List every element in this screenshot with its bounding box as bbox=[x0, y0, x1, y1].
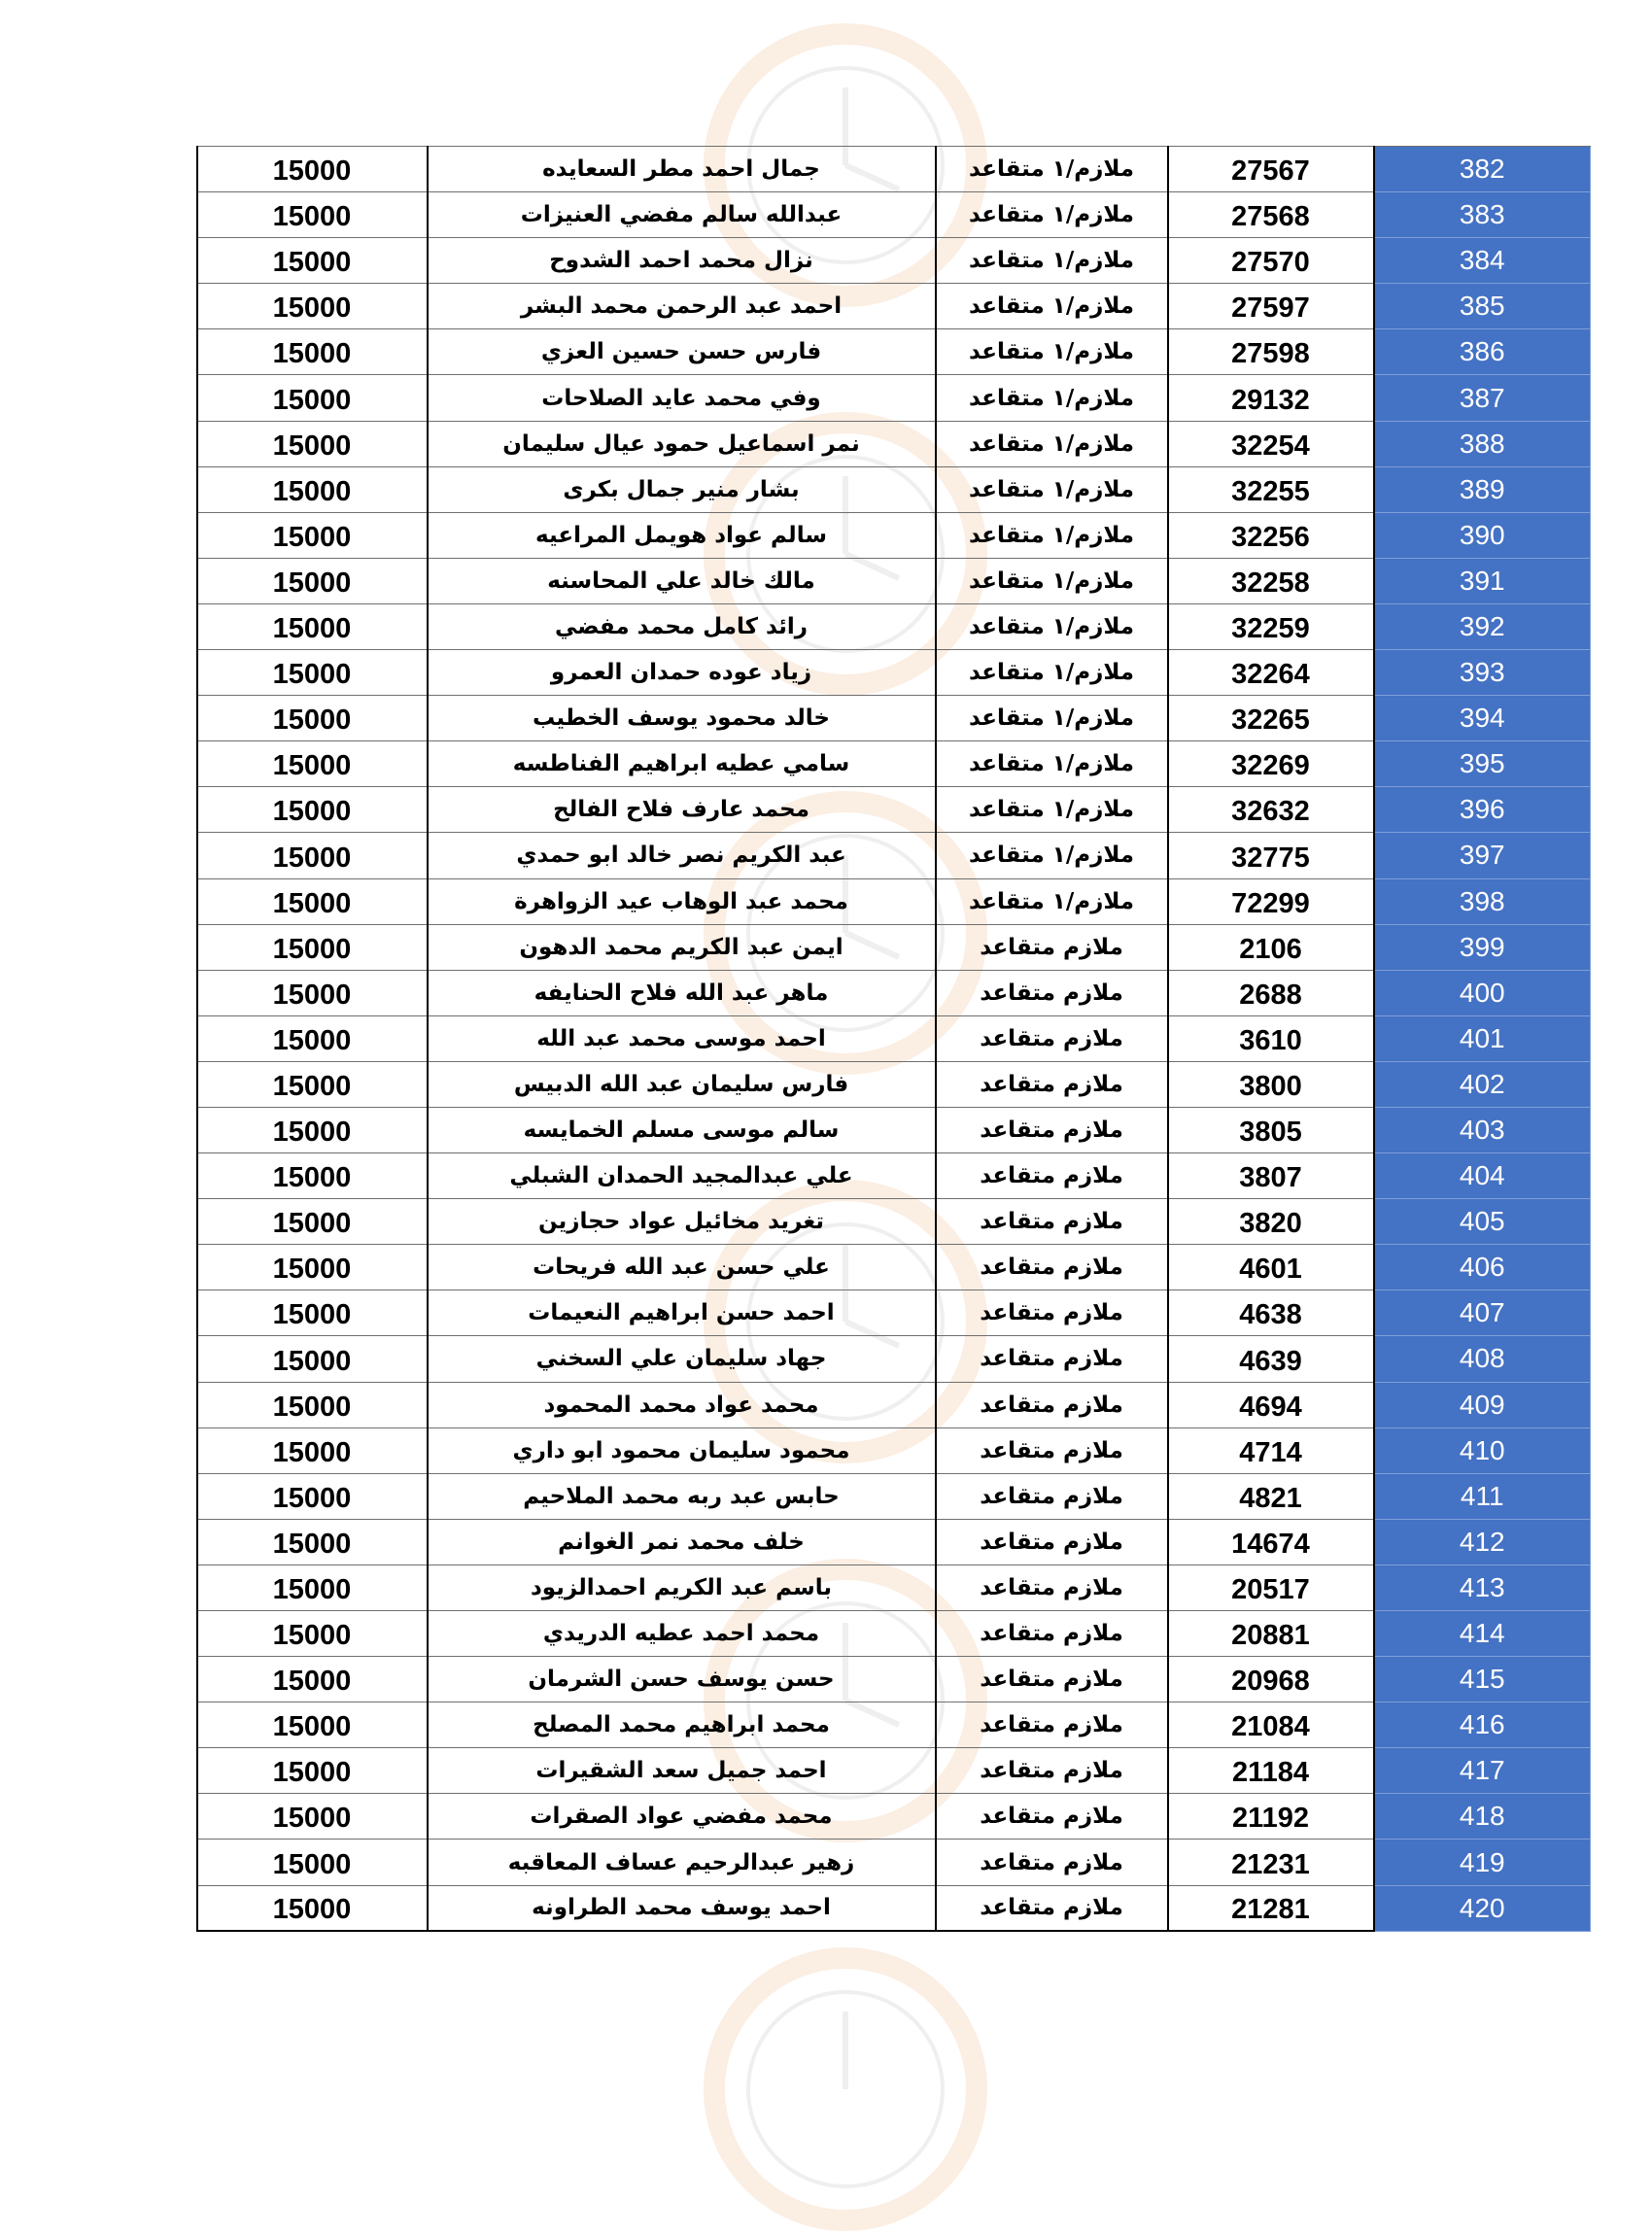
sequence-number-cell: 412 bbox=[1374, 1519, 1591, 1564]
rank-cell: ملازم متقاعد bbox=[936, 1885, 1168, 1931]
sequence-number-cell: 391 bbox=[1374, 558, 1591, 603]
full-name-cell: نمر اسماعيل حمود عيال سليمان bbox=[428, 421, 936, 466]
amount-cell: 15000 bbox=[197, 970, 428, 1015]
table-row bbox=[197, 329, 1591, 375]
table-row bbox=[197, 284, 1591, 329]
military-number-cell: 27598 bbox=[1168, 329, 1374, 375]
amount-cell: 15000 bbox=[197, 284, 428, 329]
table-row bbox=[197, 1748, 1591, 1794]
table-row bbox=[197, 147, 1591, 192]
amount-cell: 15000 bbox=[197, 1245, 428, 1290]
sequence-number-cell: 399 bbox=[1374, 924, 1591, 970]
table-row bbox=[197, 1794, 1591, 1840]
amount-cell: 15000 bbox=[197, 833, 428, 878]
sequence-number-cell: 405 bbox=[1374, 1199, 1591, 1245]
rank-cell: ملازم متقاعد bbox=[936, 1657, 1168, 1702]
military-number-cell: 32632 bbox=[1168, 787, 1374, 833]
table-row bbox=[197, 833, 1591, 878]
sequence-number-cell: 393 bbox=[1374, 650, 1591, 696]
military-number-cell: 3800 bbox=[1168, 1061, 1374, 1107]
full-name-cell: باسم عبد الكريم احمدالزيود bbox=[428, 1564, 936, 1610]
amount-cell: 15000 bbox=[197, 878, 428, 924]
full-name-cell: محمد مفضي عواد الصقرات bbox=[428, 1794, 936, 1840]
amount-cell: 15000 bbox=[197, 924, 428, 970]
military-number-cell: 21084 bbox=[1168, 1702, 1374, 1748]
table-row bbox=[197, 1107, 1591, 1152]
table-row bbox=[197, 1290, 1591, 1336]
military-number-cell: 2688 bbox=[1168, 970, 1374, 1015]
military-number-cell: 3610 bbox=[1168, 1015, 1374, 1061]
sequence-number-cell: 408 bbox=[1374, 1336, 1591, 1382]
full-name-cell: احمد موسى محمد عبد الله bbox=[428, 1015, 936, 1061]
full-name-cell: ماهر عبد الله فلاح الحنايفه bbox=[428, 970, 936, 1015]
sequence-number-cell: 413 bbox=[1374, 1564, 1591, 1610]
table-row bbox=[197, 192, 1591, 238]
table-row bbox=[197, 1015, 1591, 1061]
sequence-number-cell: 384 bbox=[1374, 238, 1591, 284]
table-row bbox=[197, 1061, 1591, 1107]
rank-cell: ملازم/١ متقاعد bbox=[936, 833, 1168, 878]
military-number-cell: 21231 bbox=[1168, 1840, 1374, 1885]
amount-cell: 15000 bbox=[197, 1611, 428, 1657]
rank-cell: ملازم/١ متقاعد bbox=[936, 558, 1168, 603]
full-name-cell: حابس عبد ربه محمد الملاحيم bbox=[428, 1473, 936, 1519]
military-number-cell: 32269 bbox=[1168, 741, 1374, 787]
table-row bbox=[197, 741, 1591, 787]
table-row bbox=[197, 558, 1591, 603]
amount-cell: 15000 bbox=[197, 741, 428, 787]
sequence-number-cell: 406 bbox=[1374, 1245, 1591, 1290]
full-name-cell: نزال محمد احمد الشدوح bbox=[428, 238, 936, 284]
military-number-cell: 3820 bbox=[1168, 1199, 1374, 1245]
rank-cell: ملازم متقاعد bbox=[936, 1519, 1168, 1564]
military-number-cell: 27570 bbox=[1168, 238, 1374, 284]
table-row bbox=[197, 787, 1591, 833]
amount-cell: 15000 bbox=[197, 1519, 428, 1564]
full-name-cell: احمد حسن ابراهيم النعيمات bbox=[428, 1290, 936, 1336]
full-name-cell: ايمن عبد الكريم محمد الدهون bbox=[428, 924, 936, 970]
rank-cell: ملازم متقاعد bbox=[936, 1611, 1168, 1657]
full-name-cell: بشار منير جمال بكرى bbox=[428, 466, 936, 512]
rank-cell: ملازم/١ متقاعد bbox=[936, 147, 1168, 192]
table-row bbox=[197, 1519, 1591, 1564]
roster-table-body bbox=[197, 147, 1591, 1932]
amount-cell: 15000 bbox=[197, 238, 428, 284]
military-number-cell: 3807 bbox=[1168, 1153, 1374, 1199]
full-name-cell: تغريد مخائيل عواد حجازين bbox=[428, 1199, 936, 1245]
military-number-cell: 2106 bbox=[1168, 924, 1374, 970]
military-number-cell: 27567 bbox=[1168, 147, 1374, 192]
sequence-number-cell: 386 bbox=[1374, 329, 1591, 375]
military-number-cell: 72299 bbox=[1168, 878, 1374, 924]
rank-cell: ملازم متقاعد bbox=[936, 1840, 1168, 1885]
rank-cell: ملازم/١ متقاعد bbox=[936, 421, 1168, 466]
sequence-number-cell: 409 bbox=[1374, 1382, 1591, 1427]
sequence-number-cell: 416 bbox=[1374, 1702, 1591, 1748]
table-row bbox=[197, 421, 1591, 466]
full-name-cell: رائد كامل محمد مفضي bbox=[428, 603, 936, 649]
full-name-cell: احمد عبد الرحمن محمد البشر bbox=[428, 284, 936, 329]
table-row bbox=[197, 1245, 1591, 1290]
amount-cell: 15000 bbox=[197, 1382, 428, 1427]
amount-cell: 15000 bbox=[197, 603, 428, 649]
amount-cell: 15000 bbox=[197, 1702, 428, 1748]
sequence-number-cell: 403 bbox=[1374, 1107, 1591, 1152]
amount-cell: 15000 bbox=[197, 1794, 428, 1840]
amount-cell: 15000 bbox=[197, 147, 428, 192]
rank-cell: ملازم متقاعد bbox=[936, 1473, 1168, 1519]
amount-cell: 15000 bbox=[197, 1015, 428, 1061]
full-name-cell: علي عبدالمجيد الحمدان الشبلي bbox=[428, 1153, 936, 1199]
military-number-cell: 32255 bbox=[1168, 466, 1374, 512]
sequence-number-cell: 389 bbox=[1374, 466, 1591, 512]
table-row bbox=[197, 1611, 1591, 1657]
sequence-number-cell: 417 bbox=[1374, 1748, 1591, 1794]
sequence-number-cell: 401 bbox=[1374, 1015, 1591, 1061]
military-number-cell: 27568 bbox=[1168, 192, 1374, 238]
full-name-cell: محمود سليمان محمود ابو داري bbox=[428, 1427, 936, 1473]
rank-cell: ملازم/١ متقاعد bbox=[936, 192, 1168, 238]
amount-cell: 15000 bbox=[197, 421, 428, 466]
sequence-number-cell: 385 bbox=[1374, 284, 1591, 329]
watermark-logo bbox=[700, 1943, 991, 2235]
amount-cell: 15000 bbox=[197, 1290, 428, 1336]
rank-cell: ملازم متقاعد bbox=[936, 1015, 1168, 1061]
full-name-cell: فارس حسن حسين العزي bbox=[428, 329, 936, 375]
military-number-cell: 3805 bbox=[1168, 1107, 1374, 1152]
table-row bbox=[197, 1564, 1591, 1610]
table-row bbox=[197, 878, 1591, 924]
table-row bbox=[197, 696, 1591, 741]
sequence-number-cell: 383 bbox=[1374, 192, 1591, 238]
amount-cell: 15000 bbox=[197, 1107, 428, 1152]
military-number-cell: 14674 bbox=[1168, 1519, 1374, 1564]
full-name-cell: سامي عطيه ابراهيم الفناطسه bbox=[428, 741, 936, 787]
military-number-cell: 20517 bbox=[1168, 1564, 1374, 1610]
amount-cell: 15000 bbox=[197, 1427, 428, 1473]
sequence-number-cell: 392 bbox=[1374, 603, 1591, 649]
military-number-cell: 29132 bbox=[1168, 375, 1374, 421]
full-name-cell: جهاد سليمان علي السخني bbox=[428, 1336, 936, 1382]
rank-cell: ملازم متقاعد bbox=[936, 1564, 1168, 1610]
full-name-cell: حسن يوسف حسن الشرمان bbox=[428, 1657, 936, 1702]
table-row bbox=[197, 1473, 1591, 1519]
full-name-cell: سالم موسى مسلم الخمايسه bbox=[428, 1107, 936, 1152]
sequence-number-cell: 397 bbox=[1374, 833, 1591, 878]
amount-cell: 15000 bbox=[197, 1336, 428, 1382]
table-row bbox=[197, 1153, 1591, 1199]
sequence-number-cell: 420 bbox=[1374, 1885, 1591, 1931]
amount-cell: 15000 bbox=[197, 1657, 428, 1702]
full-name-cell: علي حسن عبد الله فريحات bbox=[428, 1245, 936, 1290]
table-row bbox=[197, 512, 1591, 558]
rank-cell: ملازم متقاعد bbox=[936, 1794, 1168, 1840]
table-row bbox=[197, 1702, 1591, 1748]
table-row bbox=[197, 1885, 1591, 1931]
sequence-number-cell: 419 bbox=[1374, 1840, 1591, 1885]
military-number-cell: 32259 bbox=[1168, 603, 1374, 649]
sequence-number-cell: 387 bbox=[1374, 375, 1591, 421]
table-row bbox=[197, 1382, 1591, 1427]
sequence-number-cell: 418 bbox=[1374, 1794, 1591, 1840]
table-row bbox=[197, 1657, 1591, 1702]
sequence-number-cell: 407 bbox=[1374, 1290, 1591, 1336]
sequence-number-cell: 402 bbox=[1374, 1061, 1591, 1107]
full-name-cell: محمد عارف فلاح الفالح bbox=[428, 787, 936, 833]
military-number-cell: 4714 bbox=[1168, 1427, 1374, 1473]
rank-cell: ملازم متقاعد bbox=[936, 1290, 1168, 1336]
amount-cell: 15000 bbox=[197, 512, 428, 558]
military-number-cell: 32265 bbox=[1168, 696, 1374, 741]
rank-cell: ملازم متقاعد bbox=[936, 924, 1168, 970]
table-row bbox=[197, 1427, 1591, 1473]
military-number-cell: 32775 bbox=[1168, 833, 1374, 878]
military-number-cell: 4639 bbox=[1168, 1336, 1374, 1382]
full-name-cell: فارس سليمان عبد الله الدبيس bbox=[428, 1061, 936, 1107]
sequence-number-cell: 400 bbox=[1374, 970, 1591, 1015]
roster-sheet bbox=[197, 146, 1591, 1932]
military-number-cell: 32256 bbox=[1168, 512, 1374, 558]
amount-cell: 15000 bbox=[197, 558, 428, 603]
table-row bbox=[197, 924, 1591, 970]
sequence-number-cell: 404 bbox=[1374, 1153, 1591, 1199]
amount-cell: 15000 bbox=[197, 1885, 428, 1931]
full-name-cell: عبد الكريم نصر خالد ابو حمدي bbox=[428, 833, 936, 878]
military-number-cell: 20968 bbox=[1168, 1657, 1374, 1702]
rank-cell: ملازم متقاعد bbox=[936, 1336, 1168, 1382]
rank-cell: ملازم/١ متقاعد bbox=[936, 284, 1168, 329]
full-name-cell: محمد عبد الوهاب عيد الزواهرة bbox=[428, 878, 936, 924]
sequence-number-cell: 395 bbox=[1374, 741, 1591, 787]
table-row bbox=[197, 1199, 1591, 1245]
military-number-cell: 4694 bbox=[1168, 1382, 1374, 1427]
military-number-cell: 21184 bbox=[1168, 1748, 1374, 1794]
table-row bbox=[197, 375, 1591, 421]
rank-cell: ملازم متقاعد bbox=[936, 1107, 1168, 1152]
full-name-cell: خلف محمد نمر الغوانم bbox=[428, 1519, 936, 1564]
sequence-number-cell: 382 bbox=[1374, 147, 1591, 192]
military-number-cell: 32258 bbox=[1168, 558, 1374, 603]
amount-cell: 15000 bbox=[197, 329, 428, 375]
full-name-cell: وفي محمد عايد الصلاحات bbox=[428, 375, 936, 421]
amount-cell: 15000 bbox=[197, 1748, 428, 1794]
amount-cell: 15000 bbox=[197, 375, 428, 421]
amount-cell: 15000 bbox=[197, 1840, 428, 1885]
amount-cell: 15000 bbox=[197, 650, 428, 696]
sequence-number-cell: 410 bbox=[1374, 1427, 1591, 1473]
rank-cell: ملازم/١ متقاعد bbox=[936, 512, 1168, 558]
amount-cell: 15000 bbox=[197, 1473, 428, 1519]
rank-cell: ملازم متقاعد bbox=[936, 1427, 1168, 1473]
rank-cell: ملازم/١ متقاعد bbox=[936, 329, 1168, 375]
sequence-number-cell: 398 bbox=[1374, 878, 1591, 924]
amount-cell: 15000 bbox=[197, 1564, 428, 1610]
amount-cell: 15000 bbox=[197, 192, 428, 238]
amount-cell: 15000 bbox=[197, 787, 428, 833]
rank-cell: ملازم متقاعد bbox=[936, 1702, 1168, 1748]
rank-cell: ملازم متقاعد bbox=[936, 1061, 1168, 1107]
table-row bbox=[197, 970, 1591, 1015]
full-name-cell: سالم عواد هويمل المراعيه bbox=[428, 512, 936, 558]
amount-cell: 15000 bbox=[197, 1199, 428, 1245]
table-row bbox=[197, 1336, 1591, 1382]
rank-cell: ملازم متقاعد bbox=[936, 1153, 1168, 1199]
amount-cell: 15000 bbox=[197, 466, 428, 512]
rank-cell: ملازم/١ متقاعد bbox=[936, 238, 1168, 284]
full-name-cell: زهير عبدالرحيم عساف المعاقبه bbox=[428, 1840, 936, 1885]
table-row bbox=[197, 650, 1591, 696]
military-number-cell: 4601 bbox=[1168, 1245, 1374, 1290]
rank-cell: ملازم متقاعد bbox=[936, 1199, 1168, 1245]
military-number-cell: 4638 bbox=[1168, 1290, 1374, 1336]
rank-cell: ملازم/١ متقاعد bbox=[936, 375, 1168, 421]
rank-cell: ملازم متقاعد bbox=[936, 1245, 1168, 1290]
sequence-number-cell: 396 bbox=[1374, 787, 1591, 833]
rank-cell: ملازم/١ متقاعد bbox=[936, 696, 1168, 741]
full-name-cell: احمد جميل سعد الشقيرات bbox=[428, 1748, 936, 1794]
full-name-cell: محمد عواد محمد المحمود bbox=[428, 1382, 936, 1427]
table-row bbox=[197, 603, 1591, 649]
rank-cell: ملازم/١ متقاعد bbox=[936, 466, 1168, 512]
rank-cell: ملازم/١ متقاعد bbox=[936, 603, 1168, 649]
rank-cell: ملازم متقاعد bbox=[936, 970, 1168, 1015]
full-name-cell: زياد عوده حمدان العمرو bbox=[428, 650, 936, 696]
table-row bbox=[197, 1840, 1591, 1885]
military-number-cell: 4821 bbox=[1168, 1473, 1374, 1519]
full-name-cell: محمد ابراهيم محمد المصلح bbox=[428, 1702, 936, 1748]
full-name-cell: جمال احمد مطر السعايده bbox=[428, 147, 936, 192]
rank-cell: ملازم متقاعد bbox=[936, 1748, 1168, 1794]
roster-table bbox=[196, 146, 1592, 1932]
full-name-cell: مالك خالد علي المحاسنه bbox=[428, 558, 936, 603]
sequence-number-cell: 394 bbox=[1374, 696, 1591, 741]
military-number-cell: 32264 bbox=[1168, 650, 1374, 696]
table-row bbox=[197, 466, 1591, 512]
full-name-cell: عبدالله سالم مفضي العنيزات bbox=[428, 192, 936, 238]
military-number-cell: 21281 bbox=[1168, 1885, 1374, 1931]
full-name-cell: محمد احمد عطيه الدريدي bbox=[428, 1611, 936, 1657]
military-number-cell: 21192 bbox=[1168, 1794, 1374, 1840]
amount-cell: 15000 bbox=[197, 1153, 428, 1199]
sequence-number-cell: 414 bbox=[1374, 1611, 1591, 1657]
military-number-cell: 27597 bbox=[1168, 284, 1374, 329]
table-row bbox=[197, 238, 1591, 284]
sequence-number-cell: 411 bbox=[1374, 1473, 1591, 1519]
rank-cell: ملازم/١ متقاعد bbox=[936, 878, 1168, 924]
full-name-cell: خالد محمود يوسف الخطيب bbox=[428, 696, 936, 741]
sequence-number-cell: 390 bbox=[1374, 512, 1591, 558]
military-number-cell: 32254 bbox=[1168, 421, 1374, 466]
sequence-number-cell: 388 bbox=[1374, 421, 1591, 466]
amount-cell: 15000 bbox=[197, 696, 428, 741]
amount-cell: 15000 bbox=[197, 1061, 428, 1107]
rank-cell: ملازم/١ متقاعد bbox=[936, 787, 1168, 833]
rank-cell: ملازم/١ متقاعد bbox=[936, 741, 1168, 787]
military-number-cell: 20881 bbox=[1168, 1611, 1374, 1657]
rank-cell: ملازم متقاعد bbox=[936, 1382, 1168, 1427]
full-name-cell: احمد يوسف محمد الطراونه bbox=[428, 1885, 936, 1931]
rank-cell: ملازم/١ متقاعد bbox=[936, 650, 1168, 696]
sequence-number-cell: 415 bbox=[1374, 1657, 1591, 1702]
